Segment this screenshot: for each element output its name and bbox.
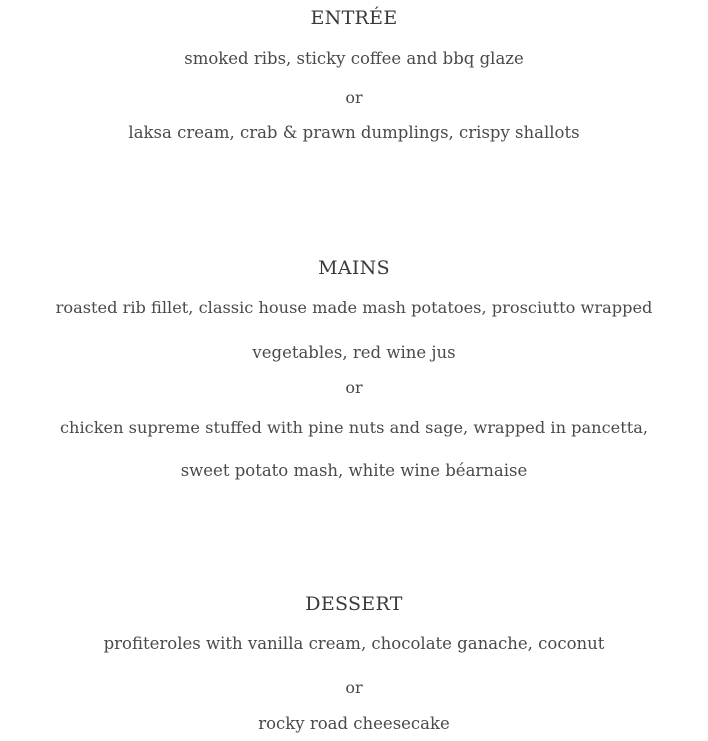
dessert-or: or [345,678,363,697]
mains-item-2-line-2: sweet potato mash, white wine béarnaise [180,461,528,480]
mains-or: or [345,378,363,397]
mains-heading: MAINS [318,257,390,279]
dessert-heading: DESSERT [305,593,403,615]
mains-item-2-line-1: chicken supreme stuffed with pine nuts and sage, wrapped in pancetta, [59,418,649,437]
dessert-item-1: profiteroles with vanilla cream, chocolate ganache, coconut [103,634,605,653]
entree-item-1: smoked ribs, sticky coffee and bbq glaze [184,49,524,68]
entree-heading: ENTRÉE [310,7,398,29]
mains-item-1-line-2: vegetables, red wine jus [252,343,456,362]
dessert-item-2: rocky road cheesecake [258,714,450,733]
entree-or: or [345,88,363,107]
entree-item-2: laksa cream, crab & prawn dumplings, crispy shallots [128,123,580,142]
mains-item-1-line-1: roasted rib fillet, classic house made mash potatoes, prosciutto wrapped [55,298,653,317]
